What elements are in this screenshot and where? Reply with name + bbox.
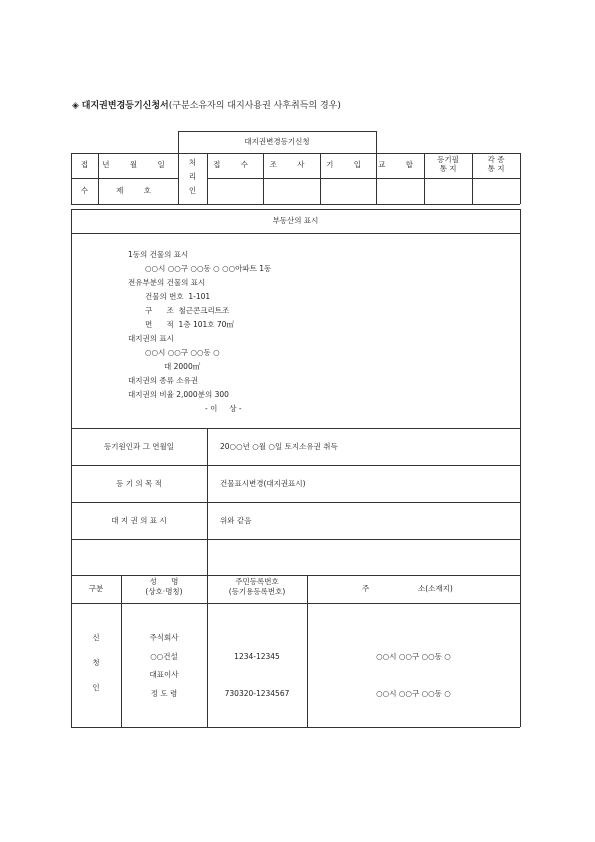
col-gakjong: 각 종 통 지 [487, 155, 505, 173]
field-label-purpose: 등 기 의 목 적 [116, 479, 162, 488]
applicant-addr-header-b: 소(소재지) [418, 584, 453, 593]
col-josa: 조 사 [269, 160, 314, 169]
property-line: 대지권의 표시 [128, 334, 174, 343]
property-line: ○○시 ○○구 ○○동 ○ [145, 348, 220, 357]
title-main: 대지권변경등기신청서 [81, 101, 169, 111]
receipt-jeop: 접 [80, 160, 89, 169]
cheori-2: 리 [188, 172, 197, 181]
document-title [72, 98, 341, 111]
applicant-address: ○○시 ○○구 ○○동 ○ [376, 652, 451, 661]
cheori-3: 인 [188, 186, 197, 195]
applicant-id-header: 주민등록번호 (등기용등록번호) [228, 577, 286, 596]
property-line: - 이 상 - [205, 404, 242, 413]
field-value-cause: 20○○년 ○월 ○일 토지소유권 취득 [220, 442, 338, 451]
applicant-name-line: 주식회사 [149, 633, 179, 642]
col-gyohap: 교 합 [378, 160, 422, 169]
title-sub: (구분소유자의 대지사용권 사후취득의 경우) [168, 101, 341, 111]
col-deunggipil: 등기필 통 지 [437, 155, 459, 173]
field-label-land-right: 대 지 권 의 표 시 [111, 516, 167, 525]
applicant-id: 730320-1234567 [224, 689, 290, 698]
applicant-addr-header-a: 주 [362, 584, 370, 593]
receipt-su: 수 [80, 186, 89, 195]
receipt-header: 대지권변경등기신청 [244, 137, 310, 146]
applicant-gubun-header: 구분 [88, 584, 104, 593]
property-line: 구 조 철근콘크리트조 [145, 306, 230, 315]
applicant-name-header: 성 명 (상호·명칭) [145, 577, 183, 596]
applicant-side-1: 신 [92, 633, 100, 642]
property-line: ○○시 ○○구 ○○동 ○ ○○아파트 1동 [145, 264, 272, 273]
applicant-name-line: 대표이사 [149, 670, 179, 679]
applicant-address: ○○시 ○○구 ○○동 ○ [376, 689, 451, 698]
applicant-name-line: ○○건설 [150, 652, 178, 661]
property-line: 면 적 1층 101호 70㎡ [145, 320, 234, 329]
applicant-id: 1234-12345 [234, 652, 280, 661]
field-value-purpose: 건물표시변경(대지권표시) [220, 479, 306, 488]
receipt-date: 년 월 일 [102, 160, 174, 169]
property-line: 건물의 번호 1-101 [145, 292, 211, 301]
receipt-number: 제 호 [116, 186, 160, 195]
col-jeopsu: 접 수 [213, 160, 257, 169]
property-header: 부동산의 표시 [272, 216, 319, 225]
field-value-land-right: 위와 같음 [220, 516, 252, 525]
property-line: 대지권의 비율 2,000분의 300 [128, 390, 229, 399]
applicant-side-2: 청 [92, 658, 100, 667]
property-line: 1동의 건물의 표시 [128, 250, 189, 259]
field-label-cause: 등기원인과 그 연월일 [104, 442, 174, 451]
applicant-side-3: 인 [92, 683, 100, 692]
property-line: 전유부분의 건물의 표시 [128, 278, 206, 287]
property-line: 대지권의 종류 소유권 [128, 376, 198, 385]
applicant-name-line: 정 도 령 [150, 689, 178, 698]
col-giip: 기 입 [326, 160, 370, 169]
title-bullet: ◈ [72, 101, 79, 111]
property-line: 대 2000㎡ [164, 362, 201, 371]
cheori-1: 처 [188, 158, 197, 167]
